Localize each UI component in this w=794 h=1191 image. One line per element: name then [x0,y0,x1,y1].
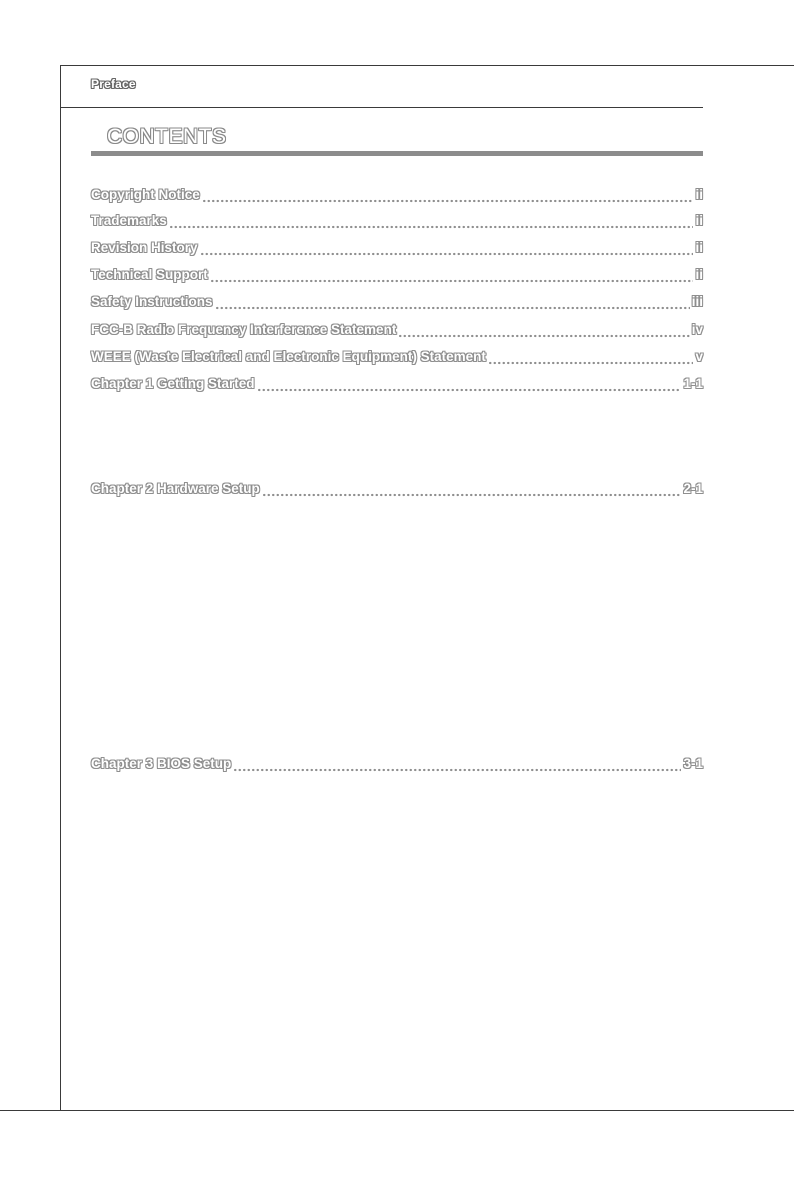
toc-leader-dots [215,296,690,310]
toc-entry-page: ii [695,240,703,255]
toc-entry-fcc-b-statement[interactable] [91,322,703,340]
toc-entry-label: Revision History [91,240,198,255]
toc-leader-dots [200,242,694,256]
toc-leader-dots [169,215,694,229]
toc-entry-page: iii [691,294,703,309]
toc-entry-trademarks[interactable] [91,213,703,231]
toc-entry-page: 3-1 [683,756,703,771]
toc-leader-dots [488,351,694,365]
toc-leader-dots [398,324,689,338]
toc-entry-label: Copyright Notice [91,187,200,202]
toc-entry-label: Chapter 2 Hardware Setup [91,481,260,496]
toc-entry-label: Chapter 3 BIOS Setup [91,756,232,771]
running-head: Preface [91,77,136,91]
toc-leader-dots [233,758,681,772]
toc-entry-label: Chapter 1 Getting Started [91,376,255,391]
header-rule [61,107,703,108]
toc-entry-technical-support[interactable] [91,267,703,285]
toc-entry-page: ii [695,213,703,228]
toc-leader-dots [257,378,682,392]
title-rule [91,151,703,156]
page-frame-bottom-line [0,1110,794,1111]
toc-entry-copyright-notice[interactable] [91,187,703,205]
toc-entry-label: Safety Instructions [91,294,213,309]
toc-entry-chapter-3[interactable] [91,756,703,774]
toc-entry-weee-statement[interactable] [91,349,703,367]
toc-leader-dots [202,189,694,203]
toc-leader-dots [262,483,682,497]
toc-entry-chapter-1[interactable] [91,376,703,394]
toc-entry-label: FCC-B Radio Frequency Interference Statement [91,322,397,337]
page-frame-left-line [60,65,61,1111]
toc-entry-page: ii [695,187,703,202]
toc-entry-revision-history[interactable] [91,240,703,258]
toc-entry-label: WEEE (Waste Electrical and Electronic Equipment) Statement [91,349,486,364]
toc-entry-page: ii [695,267,703,282]
toc-entry-page: v [695,349,703,364]
toc-leader-dots [210,269,694,283]
toc-entry-label: Technical Support [91,267,208,282]
toc-entry-chapter-2[interactable] [91,481,703,499]
page-frame-top-line [60,65,794,66]
toc-entry-safety-instructions[interactable] [91,294,703,312]
toc-entry-page: iv [691,322,703,337]
toc-entry-page: 2-1 [683,481,703,496]
contents-title: CONTENTS [107,125,227,148]
toc-entry-label: Trademarks [91,213,167,228]
toc-entry-page: 1-1 [683,376,703,391]
